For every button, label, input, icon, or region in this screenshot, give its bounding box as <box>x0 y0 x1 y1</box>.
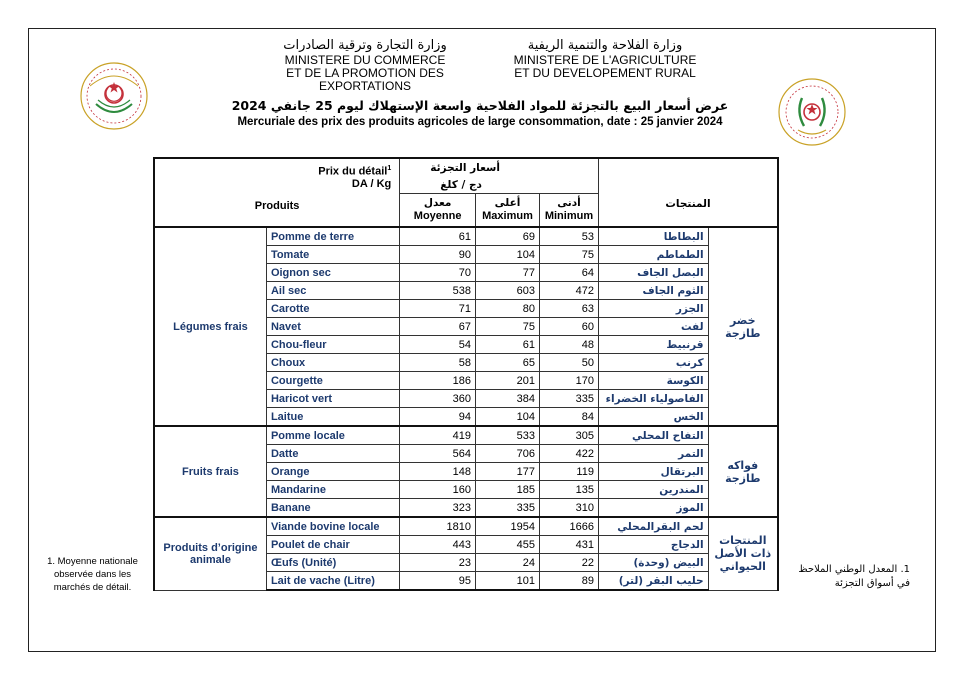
moyenne-ar: معدل <box>423 197 452 209</box>
price-maximum: 69 <box>476 227 540 246</box>
product-name-ar: الثوم الجاف <box>598 282 708 300</box>
price-maximum: 603 <box>476 282 540 300</box>
price-moyenne: 71 <box>400 300 476 318</box>
price-maximum: 533 <box>476 426 540 445</box>
product-name-ar: الجزر <box>598 300 708 318</box>
price-moyenne: 360 <box>400 390 476 408</box>
prix-detail-text: Prix du détail <box>318 165 388 178</box>
price-moyenne: 61 <box>400 227 476 246</box>
price-minimum: 310 <box>539 499 598 518</box>
maximum-header <box>476 194 540 228</box>
category-fr: Produits d’origine animale <box>154 517 266 590</box>
product-name-ar: قرنبيط <box>598 336 708 354</box>
product-name-ar: لحم البقرالمحلي <box>598 517 708 536</box>
product-name-ar: البرتقال <box>598 463 708 481</box>
price-moyenne: 564 <box>400 445 476 463</box>
moyenne-fr: Moyenne <box>413 210 462 222</box>
price-moyenne: 95 <box>400 572 476 591</box>
product-name-fr: Viande bovine locale <box>266 517 399 536</box>
produits-ar-header <box>598 158 778 227</box>
price-maximum: 455 <box>476 536 540 554</box>
product-name-ar: التمر <box>598 445 708 463</box>
price-maximum: 77 <box>476 264 540 282</box>
product-name-fr: Laitue <box>266 408 399 427</box>
commerce-ministry-ar: وزارة التجارة وترقية الصادرات <box>283 38 447 53</box>
product-name-ar: المندرين <box>598 481 708 499</box>
moyenne-header <box>400 194 476 228</box>
price-minimum: 60 <box>539 318 598 336</box>
product-name-fr: Lait de vache (Litre) <box>266 572 399 591</box>
product-name-ar: الموز <box>598 499 708 518</box>
price-minimum: 84 <box>539 408 598 427</box>
price-moyenne: 94 <box>400 408 476 427</box>
price-minimum: 89 <box>539 572 598 591</box>
price-moyenne: 419 <box>400 426 476 445</box>
price-minimum: 75 <box>539 246 598 264</box>
product-name-fr: Chou-fleur <box>266 336 399 354</box>
price-maximum: 75 <box>476 318 540 336</box>
document-title-fr: Mercuriale des prix des produits agricoles de large consommation, date : 25 janvier 2024 <box>237 116 723 128</box>
commerce-emblem-icon <box>78 60 150 132</box>
agriculture-ministry-fr-2: ET DU DEVELOPEMENT RURAL <box>514 66 696 80</box>
table-row <box>154 426 778 445</box>
commerce-ministry-fr-2: ET DE LA PROMOTION DES EXPORTATIONS <box>286 66 444 93</box>
price-moyenne: 538 <box>400 282 476 300</box>
price-minimum: 50 <box>539 354 598 372</box>
price-moyenne: 67 <box>400 318 476 336</box>
price-moyenne: 58 <box>400 354 476 372</box>
price-maximum: 335 <box>476 499 540 518</box>
agriculture-ministry-fr-1: MINISTERE DE L'AGRICULTURE <box>513 53 697 67</box>
product-name-ar: حليب البقر (لتر) <box>598 572 708 591</box>
price-maximum: 65 <box>476 354 540 372</box>
product-name-ar: كرنب <box>598 354 708 372</box>
product-name-ar: الطماطم <box>598 246 708 264</box>
price-minimum: 135 <box>539 481 598 499</box>
price-minimum: 119 <box>539 463 598 481</box>
product-name-ar: البيض (وحدة) <box>598 554 708 572</box>
category-ar: فواكه طازجة <box>708 426 778 517</box>
product-name-ar: لفت <box>598 318 708 336</box>
price-moyenne: 70 <box>400 264 476 282</box>
agriculture-emblem-icon <box>776 76 848 148</box>
agriculture-ministry-ar: وزارة الفلاحة والتنمية الريفية <box>527 38 683 53</box>
product-name-fr: Datte <box>266 445 399 463</box>
price-moyenne: 90 <box>400 246 476 264</box>
category-fr: Fruits frais <box>154 426 266 517</box>
price-maximum: 706 <box>476 445 540 463</box>
price-minimum: 422 <box>539 445 598 463</box>
table-row <box>154 227 778 246</box>
product-name-ar: البطاطا <box>598 227 708 246</box>
price-moyenne: 323 <box>400 499 476 518</box>
table-row <box>154 517 778 536</box>
price-moyenne: 1810 <box>400 517 476 536</box>
minimum-ar: أدنى <box>557 197 581 209</box>
price-minimum: 63 <box>539 300 598 318</box>
product-name-ar: الكوسة <box>598 372 708 390</box>
price-minimum: 472 <box>539 282 598 300</box>
document-title-ar: عرض أسعار البيع بالتجزئة للمواد الفلاحية واسعة الإستهلاك ليوم 25 جانفي 2024 <box>231 98 729 113</box>
produits-label: Produits <box>254 199 300 212</box>
price-maximum: 1954 <box>476 517 540 536</box>
price-moyenne: 54 <box>400 336 476 354</box>
agriculture-ministry-header <box>485 38 725 80</box>
product-name-fr: Tomate <box>266 246 399 264</box>
minimum-header <box>539 194 598 228</box>
price-maximum: 104 <box>476 408 540 427</box>
product-name-fr: Orange <box>266 463 399 481</box>
price-maximum: 101 <box>476 572 540 591</box>
price-maximum: 61 <box>476 336 540 354</box>
header-row-1 <box>154 158 778 176</box>
product-name-ar: الدجاج <box>598 536 708 554</box>
price-maximum: 384 <box>476 390 540 408</box>
product-name-fr: Courgette <box>266 372 399 390</box>
prix-ar-text: أسعار التجزئة <box>430 161 500 174</box>
product-name-fr: Carotte <box>266 300 399 318</box>
footnote-ar: 1. المعدل الوطني الملاحظ في أسواق التجزئة <box>798 564 910 589</box>
price-minimum: 335 <box>539 390 598 408</box>
maximum-ar: أعلى <box>494 197 521 209</box>
price-maximum: 201 <box>476 372 540 390</box>
produits-header <box>154 158 400 227</box>
product-name-ar: التفاح المحلي <box>598 426 708 445</box>
price-minimum: 1666 <box>539 517 598 536</box>
price-moyenne: 23 <box>400 554 476 572</box>
product-name-ar: الخس <box>598 408 708 427</box>
prix-detail-label <box>159 165 395 178</box>
maximum-fr: Maximum <box>482 210 533 222</box>
minimum-fr: Minimum <box>544 210 594 222</box>
price-maximum: 177 <box>476 463 540 481</box>
product-name-fr: Banane <box>266 499 399 518</box>
product-name-fr: Oignon sec <box>266 264 399 282</box>
prix-ar-header <box>400 158 599 176</box>
unit-ar: دج / كلغ <box>400 176 599 194</box>
price-minimum: 431 <box>539 536 598 554</box>
price-minimum: 64 <box>539 264 598 282</box>
category-fr: Légumes frais <box>154 227 266 426</box>
unit-fr: DA / Kg <box>351 177 392 190</box>
price-minimum: 170 <box>539 372 598 390</box>
produits-ar-label: المنتجات <box>665 197 711 210</box>
footnote-fr: 1. Moyenne nationale observée dans les marchés de détail. <box>47 556 138 593</box>
product-name-fr: Mandarine <box>266 481 399 499</box>
prix-footnote-marker: 1 <box>387 165 392 173</box>
price-minimum: 305 <box>539 426 598 445</box>
category-ar: خضر طازجة <box>708 227 778 426</box>
product-name-ar: الفاصولياء الخضراء <box>598 390 708 408</box>
commerce-ministry-fr-1: MINISTERE DU COMMERCE <box>284 53 446 67</box>
product-name-fr: Pomme de terre <box>266 227 399 246</box>
product-name-fr: Navet <box>266 318 399 336</box>
price-maximum: 24 <box>476 554 540 572</box>
price-moyenne: 186 <box>400 372 476 390</box>
product-name-fr: Ail sec <box>266 282 399 300</box>
product-name-ar: البصل الجاف <box>598 264 708 282</box>
price-minimum: 22 <box>539 554 598 572</box>
price-moyenne: 148 <box>400 463 476 481</box>
price-moyenne: 443 <box>400 536 476 554</box>
product-name-fr: Pomme locale <box>266 426 399 445</box>
product-name-fr: Œufs (Unité) <box>266 554 399 572</box>
price-maximum: 104 <box>476 246 540 264</box>
price-table <box>153 157 779 591</box>
price-moyenne: 160 <box>400 481 476 499</box>
category-ar: المنتجات ذات الأصل الحيواني <box>708 517 778 590</box>
price-minimum: 53 <box>539 227 598 246</box>
price-maximum: 80 <box>476 300 540 318</box>
commerce-ministry-header <box>240 38 490 93</box>
product-name-fr: Poulet de chair <box>266 536 399 554</box>
price-maximum: 185 <box>476 481 540 499</box>
product-name-fr: Haricot vert <box>266 390 399 408</box>
product-name-fr: Choux <box>266 354 399 372</box>
price-minimum: 48 <box>539 336 598 354</box>
